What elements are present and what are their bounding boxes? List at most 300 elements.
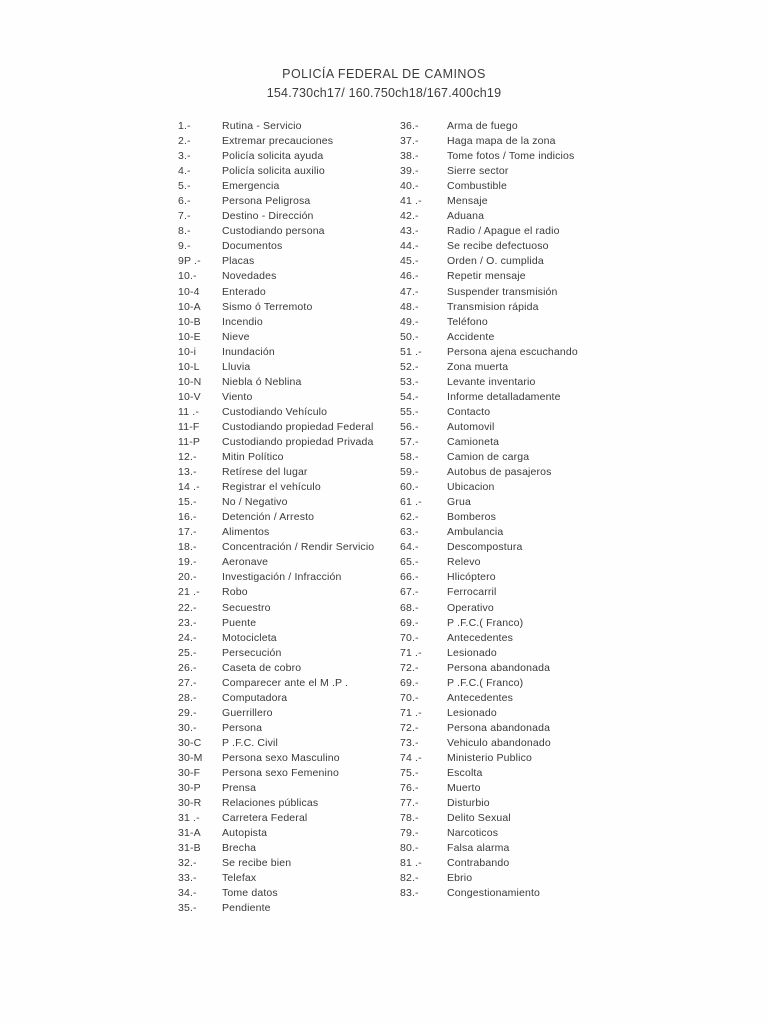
code-row [178,706,374,721]
code-row [400,540,578,555]
code-key: 71 .- [400,706,422,719]
code-key: 78.- [400,812,419,825]
code-row [178,495,374,510]
code-column-left [178,119,374,916]
code-key: 82.- [400,872,419,885]
code-description: Relevo [447,556,481,569]
code-description: Transmision rápida [447,300,539,313]
code-description: Guerrillero [222,706,273,719]
code-description: Combustible [447,180,508,193]
code-key: 11 .- [178,405,199,418]
code-description: Custodiando Vehículo [222,405,328,418]
code-key: 10-N [178,375,202,388]
code-description: Persona Peligrosa [222,195,311,208]
code-description: Brecha [222,842,257,855]
code-description: Relaciones públicas [222,797,319,810]
code-key: 2.- [178,135,191,148]
code-description: Sismo ó Terremoto [222,300,313,313]
code-key: 48.- [400,300,419,313]
code-key: 40.- [400,180,419,193]
code-description: Documentos [222,240,283,253]
code-row [178,194,374,209]
code-row [400,465,578,480]
code-key: 30-R [178,797,202,810]
code-key: 52.- [400,360,419,373]
code-row [400,585,578,600]
code-row [400,315,578,330]
code-description: Tome fotos / Tome indicios [447,150,575,163]
code-description: Operativo [447,601,494,614]
code-description: Destino - Dirección [222,210,314,223]
code-row [400,405,578,420]
code-description: Congestionamiento [447,887,541,900]
code-key: 31-B [178,842,201,855]
code-key: 73.- [400,736,419,749]
code-description: Aduana [447,210,485,223]
code-row [178,585,374,600]
code-row [178,811,374,826]
code-key: 51 .- [400,345,422,358]
code-row [178,134,374,149]
code-row [178,345,374,360]
code-key: 76.- [400,782,419,795]
code-key: 64.- [400,541,419,554]
code-description: Tome datos [222,887,278,900]
code-description: Emergencia [222,180,280,193]
code-description: Teléfono [447,315,488,328]
code-row [400,661,578,676]
code-description: Orden / O. cumplida [447,255,544,268]
code-row [400,736,578,751]
code-row [400,510,578,525]
code-row [400,601,578,616]
code-description: Motocicleta [222,631,277,644]
code-row [178,796,374,811]
code-key: 70.- [400,691,419,704]
code-description: Radio / Apague el radio [447,225,560,238]
code-key: 74 .- [400,751,422,764]
code-key: 10-E [178,330,201,343]
code-description: Caseta de cobro [222,661,302,674]
code-description: Automovil [447,420,495,433]
code-key: 75.- [400,767,419,780]
code-description: Lesionado [447,646,497,659]
code-description: Registrar el vehículo [222,481,321,494]
code-key: 33.- [178,872,197,885]
code-row [400,435,578,450]
code-row [400,856,578,871]
code-description: Persona sexo Femenino [222,767,339,780]
code-row [400,119,578,134]
code-description: Persona abandonada [447,721,551,734]
code-row [400,495,578,510]
code-row [178,360,374,375]
code-key: 39.- [400,165,419,178]
code-row [178,601,374,616]
code-row [178,450,374,465]
code-description: Extremar precauciones [222,135,334,148]
code-key: 81 .- [400,857,422,870]
code-key: 12.- [178,451,197,464]
code-row [178,330,374,345]
code-key: 30-C [178,736,202,749]
code-key: 32.- [178,857,197,870]
code-row [400,269,578,284]
code-key: 27.- [178,676,197,689]
code-key: 77.- [400,797,419,810]
code-key: 13.- [178,466,197,479]
code-row [400,871,578,886]
code-row [400,766,578,781]
code-description: Contacto [447,405,491,418]
code-row [400,480,578,495]
code-key: 72.- [400,661,419,674]
code-key: 67.- [400,586,419,599]
code-key: 8.- [178,225,191,238]
code-row [178,510,374,525]
code-key: 49.- [400,315,419,328]
code-key: 41 .- [400,195,422,208]
code-row [178,555,374,570]
code-description: Disturbio [447,797,490,810]
code-row [178,841,374,856]
code-description: Accidente [447,330,495,343]
code-description: Retírese del lugar [222,466,308,479]
code-row [400,570,578,585]
code-row [400,239,578,254]
code-key: 58.- [400,451,419,464]
code-key: 10.- [178,270,197,283]
code-description: No / Negativo [222,496,288,509]
code-description: Grua [447,496,471,509]
code-row [400,781,578,796]
code-row [178,209,374,224]
code-row [400,390,578,405]
code-row [400,646,578,661]
code-description: Incendio [222,315,263,328]
code-row [400,375,578,390]
code-description: P .F.C.( Franco) [447,616,524,629]
code-key: 36.- [400,120,419,132]
code-row [400,300,578,315]
document-title: POLICÍA FEDERAL DE CAMINOS [282,67,486,81]
code-key: 60.- [400,481,419,494]
code-row [400,826,578,841]
code-row [400,149,578,164]
code-key: 30-F [178,767,201,780]
code-row [178,315,374,330]
code-row [400,209,578,224]
radio-frequencies: 154.730ch17/ 160.750ch18/167.400ch19 [266,86,502,100]
code-description: Vehiculo abandonado [447,736,551,749]
code-key: 53.- [400,375,419,388]
code-description: Ubicacion [447,481,495,494]
code-description: Puente [222,616,257,629]
code-row [400,345,578,360]
code-row [400,360,578,375]
code-row [178,736,374,751]
code-key: 79.- [400,827,419,840]
code-column-right [400,119,578,901]
code-key: 21 .- [178,586,200,599]
code-description: Antecedentes [447,691,514,704]
code-key: 61 .- [400,496,422,509]
code-key: 35.- [178,902,197,915]
code-row [178,525,374,540]
document-header [0,66,768,101]
code-row [178,646,374,661]
code-key: 10-B [178,315,201,328]
code-description: Mitin Político [222,451,284,464]
code-description: Persecución [222,646,282,659]
code-key: 11-P [178,435,200,448]
code-description: Niebla ó Neblina [222,375,302,388]
code-description: Custodiando persona [222,225,325,238]
code-key: 10-i [178,345,197,358]
code-row [400,796,578,811]
code-row [178,540,374,555]
code-key: 15.- [178,496,197,509]
code-row [400,134,578,149]
code-row [178,465,374,480]
code-description: Delito Sexual [447,812,511,825]
code-description: Camion de carga [447,451,530,464]
code-row [178,631,374,646]
code-row [400,254,578,269]
code-key: 10-A [178,300,201,313]
code-description: Alimentos [222,526,270,539]
code-description: P .F.C.( Franco) [447,676,524,689]
code-description: Muerto [447,782,481,795]
code-row [178,570,374,585]
code-row [178,901,374,916]
code-description: Zona muerta [447,360,509,373]
code-key: 57.- [400,435,419,448]
code-key: 20.- [178,571,197,584]
code-description: Narcoticos [447,827,499,840]
code-description: Custodiando propiedad Federal [222,420,374,433]
code-description: Placas [222,255,255,268]
code-description: Lesionado [447,706,497,719]
code-key: 11-F [178,420,200,433]
code-description: Comparecer ante el M .P . [222,676,349,689]
code-description: Hlicóptero [447,571,496,584]
code-row [178,269,374,284]
code-description: Inundación [222,345,275,358]
code-row [400,886,578,901]
code-description: Autobus de pasajeros [447,466,552,479]
code-description: Policía solicita auxilio [222,165,325,178]
code-description: Camioneta [447,435,500,448]
code-description: Persona ajena escuchando [447,345,578,358]
code-row [400,224,578,239]
code-row [178,616,374,631]
code-key: 68.- [400,601,419,614]
code-description: Enterado [222,285,266,298]
code-key: 6.- [178,195,191,208]
code-key: 62.- [400,511,419,524]
code-row [178,224,374,239]
code-key: 65.- [400,556,419,569]
code-row [400,691,578,706]
code-key: 71 .- [400,646,422,659]
code-description: Persona sexo Masculino [222,751,340,764]
code-description: Persona abandonada [447,661,551,674]
code-description: Detención / Arresto [222,511,315,524]
code-key: 9P .- [178,255,201,268]
code-row [178,435,374,450]
code-key: 30.- [178,721,197,734]
code-key: 5.- [178,180,191,193]
code-description: Contrabando [447,857,510,870]
code-row [178,766,374,781]
code-key: 14 .- [178,481,200,494]
code-key: 42.- [400,210,419,223]
code-description: Bomberos [447,511,497,524]
code-key: 28.- [178,691,197,704]
code-key: 10-V [178,390,201,403]
code-description: Informe detalladamente [447,390,561,403]
code-row [178,856,374,871]
code-key: 54.- [400,390,419,403]
code-description: Repetir mensaje [447,270,526,283]
code-key: 24.- [178,631,197,644]
code-row [400,676,578,691]
code-key: 45.- [400,255,419,268]
code-description: Falsa alarma [447,842,510,855]
code-list [0,119,768,919]
code-description: Persona [222,721,263,734]
code-key: 29.- [178,706,197,719]
code-row [178,886,374,901]
code-description: Investigación / Infracción [222,571,342,584]
code-description: Policía solicita ayuda [222,150,324,163]
code-key: 63.- [400,526,419,539]
code-row [400,450,578,465]
code-row [178,300,374,315]
code-key: 9.- [178,240,191,253]
code-row [400,721,578,736]
code-row [400,330,578,345]
code-key: 37.- [400,135,419,148]
code-description: Concentración / Rendir Servicio [222,541,375,554]
code-key: 7.- [178,210,191,223]
code-key: 44.- [400,240,419,253]
code-description: Se recibe bien [222,857,292,870]
code-key: 55.- [400,405,419,418]
code-key: 3.- [178,150,191,163]
code-description: Carretera Federal [222,812,308,825]
code-key: 30-P [178,782,201,795]
code-description: Autopista [222,827,268,840]
code-description: Telefax [222,872,257,885]
code-key: 4.- [178,165,191,178]
code-row [400,525,578,540]
code-key: 80.- [400,842,419,855]
code-row [178,676,374,691]
code-description: Levante inventario [447,375,536,388]
code-row [178,164,374,179]
code-key: 25.- [178,646,197,659]
code-key: 17.- [178,526,197,539]
code-row [400,285,578,300]
code-row [178,375,374,390]
code-key: 66.- [400,571,419,584]
code-key: 23.- [178,616,197,629]
code-row [400,555,578,570]
code-row [178,661,374,676]
code-key: 31 .- [178,812,200,825]
code-description: Descompostura [447,541,523,554]
code-key: 83.- [400,887,419,900]
code-description: Ebrio [447,872,473,885]
code-description: Prensa [222,782,257,795]
code-key: 10-L [178,360,200,373]
code-key: 31-A [178,827,201,840]
code-description: Arma de fuego [447,120,518,132]
code-description: Escolta [447,767,483,780]
code-key: 10-4 [178,285,200,298]
code-description: Nieve [222,330,250,343]
code-row [178,480,374,495]
code-row [178,781,374,796]
code-row [178,405,374,420]
code-key: 26.- [178,661,197,674]
code-row [178,826,374,841]
code-row [400,194,578,209]
code-row [400,751,578,766]
code-row [178,390,374,405]
code-row [400,811,578,826]
code-row [178,285,374,300]
code-key: 19.- [178,556,197,569]
code-row [400,179,578,194]
code-row [178,149,374,164]
code-key: 30-M [178,751,203,764]
code-description: Custodiando propiedad Privada [222,435,374,448]
code-row [400,631,578,646]
code-row [178,119,374,134]
code-description: Rutina - Servicio [222,120,302,132]
code-row [178,420,374,435]
code-key: 47.- [400,285,419,298]
code-row [178,751,374,766]
code-description: Viento [222,390,253,403]
code-key: 38.- [400,150,419,163]
code-row [178,239,374,254]
code-description: Ministerio Publico [447,751,532,764]
code-key: 16.- [178,511,197,524]
code-key: 69.- [400,616,419,629]
code-description: Secuestro [222,601,271,614]
code-key: 34.- [178,887,197,900]
code-description: Sierre sector [447,165,509,178]
code-description: Suspender transmisión [447,285,558,298]
code-row [178,254,374,269]
code-key: 43.- [400,225,419,238]
code-row [400,706,578,721]
code-key: 22.- [178,601,197,614]
code-key: 59.- [400,466,419,479]
code-description: Novedades [222,270,277,283]
code-description: Robo [222,586,248,599]
code-row [178,179,374,194]
code-description: Ambulancia [447,526,504,539]
code-description: Haga mapa de la zona [447,135,556,148]
code-description: P .F.C. Civil [222,736,279,749]
code-description: Lluvia [222,360,251,373]
code-description: Se recibe defectuoso [447,240,549,253]
